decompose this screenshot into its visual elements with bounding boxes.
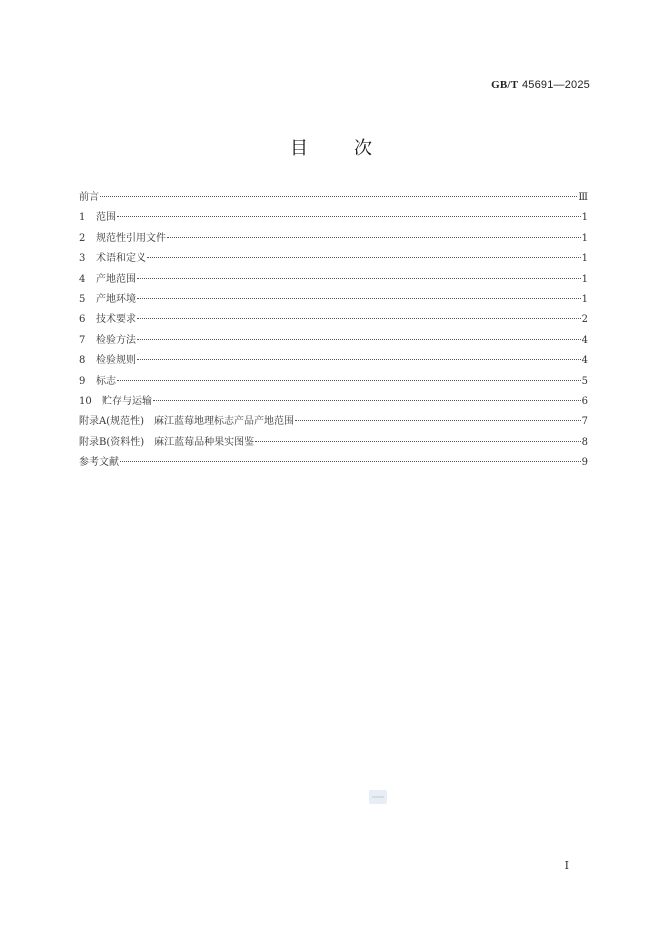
toc-entry-label: 产地范围 xyxy=(96,273,136,285)
toc-entry-page: 7 xyxy=(581,416,588,428)
toc-entry-number: 附录B(资料性) xyxy=(79,436,145,448)
standard-code-number: 45691—2025 xyxy=(521,79,590,91)
toc-entry-label: 标志 xyxy=(96,375,116,387)
toc-leader-dots xyxy=(120,461,581,462)
toc-entry-number: 5 xyxy=(79,293,86,305)
toc-entry-page: 1 xyxy=(581,232,588,244)
toc-entry-number: 9 xyxy=(79,375,86,387)
toc-entry-1[interactable] xyxy=(79,211,588,231)
toc-entry-page: 1 xyxy=(581,273,588,285)
toc-entry-number: 4 xyxy=(79,273,86,285)
toc-entry-page: Ⅲ xyxy=(578,192,588,203)
toc-entry-5[interactable] xyxy=(79,293,588,313)
toc-entry-foreword[interactable] xyxy=(79,191,588,211)
toc-entry-page: 4 xyxy=(581,355,588,367)
toc-entry-10[interactable] xyxy=(79,395,588,415)
standard-code-prefix: GB/T xyxy=(491,79,519,91)
toc-entry-6[interactable] xyxy=(79,313,588,333)
toc-leader-dots xyxy=(295,420,581,421)
toc-entry-label: 贮存与运输 xyxy=(102,395,152,407)
toc-entry-appendix-a[interactable] xyxy=(79,415,588,435)
toc-entry-references[interactable] xyxy=(79,456,588,476)
standard-code xyxy=(491,78,590,91)
toc-entry-number: 6 xyxy=(79,314,86,326)
toc-entry-label: 规范性引用文件 xyxy=(96,232,166,244)
toc-leader-dots xyxy=(167,237,581,238)
toc-entry-page: 8 xyxy=(581,436,588,448)
toc-entry-page: 5 xyxy=(581,375,588,387)
watermark-logo xyxy=(369,790,387,804)
toc-entry-number: 2 xyxy=(79,232,86,244)
toc-entry-2[interactable] xyxy=(79,232,588,252)
toc-leader-dots xyxy=(137,278,581,279)
toc-entry-label: 术语和定义 xyxy=(96,253,146,265)
toc-entry-8[interactable] xyxy=(79,354,588,374)
toc-entry-3[interactable] xyxy=(79,252,588,272)
toc-entry-page: 1 xyxy=(581,212,588,224)
toc-entry-page: 4 xyxy=(581,334,588,346)
toc-entry-number: 7 xyxy=(79,334,86,346)
toc-leader-dots xyxy=(153,400,581,401)
toc-entry-number: 附录A(规范性) xyxy=(79,416,145,428)
toc-entry-number: 10 xyxy=(79,395,92,407)
toc-entry-number: 8 xyxy=(79,355,86,367)
toc-leader-dots xyxy=(147,257,581,258)
toc-entry-label: 参考文献 xyxy=(79,457,119,469)
toc-entry-page: 2 xyxy=(581,314,588,326)
toc-leader-dots xyxy=(137,339,581,340)
toc-entry-label: 前言 xyxy=(79,192,99,203)
toc-entry-number: 1 xyxy=(79,212,86,224)
toc-leader-dots xyxy=(137,359,581,360)
toc-entry-label: 范围 xyxy=(96,212,116,224)
table-of-contents xyxy=(79,191,588,476)
toc-leader-dots xyxy=(137,298,581,299)
toc-entry-label: 检验规则 xyxy=(96,355,136,367)
toc-entry-page: 9 xyxy=(581,457,588,469)
toc-entry-9[interactable] xyxy=(79,375,588,395)
toc-entry-label: 产地环境 xyxy=(96,293,136,305)
toc-leader-dots xyxy=(137,318,581,319)
toc-leader-dots xyxy=(117,216,581,217)
toc-entry-page: 1 xyxy=(581,293,588,305)
toc-entry-4[interactable] xyxy=(79,273,588,293)
toc-entry-label: 麻江蓝莓地理标志产品产地范围 xyxy=(154,416,295,428)
toc-entry-label: 技术要求 xyxy=(96,314,136,326)
toc-leader-dots xyxy=(100,196,577,197)
page-title: 目次 xyxy=(290,138,418,159)
toc-leader-dots xyxy=(255,441,580,442)
toc-entry-appendix-b[interactable] xyxy=(79,436,588,456)
toc-entry-number: 3 xyxy=(79,253,86,265)
toc-entry-page: 1 xyxy=(581,253,588,265)
toc-entry-page: 6 xyxy=(581,395,588,407)
toc-entry-label: 检验方法 xyxy=(96,334,136,346)
page-number: I xyxy=(564,859,569,872)
toc-leader-dots xyxy=(117,380,581,381)
toc-entry-label: 麻江蓝莓品种果实图鉴 xyxy=(154,436,255,448)
toc-entry-7[interactable] xyxy=(79,334,588,354)
